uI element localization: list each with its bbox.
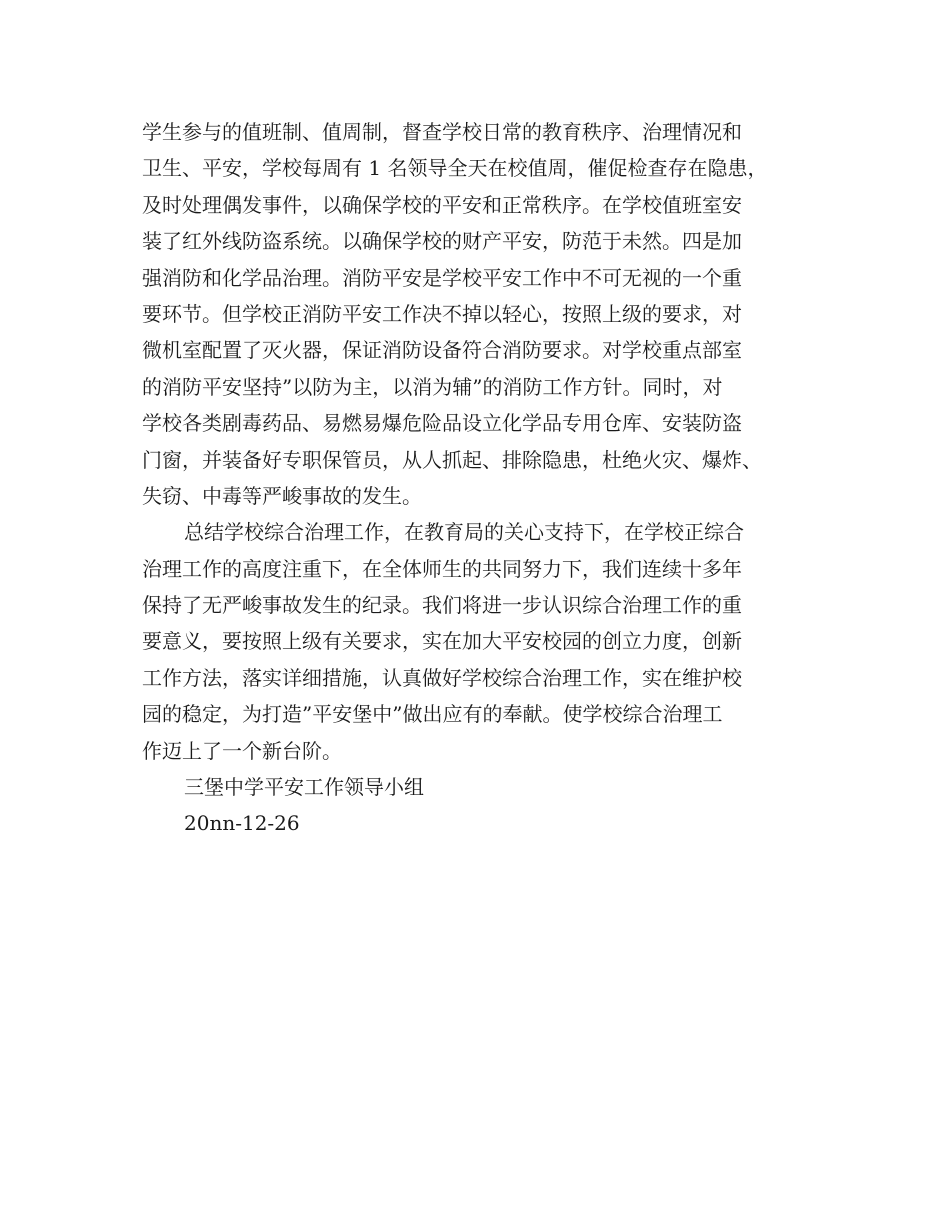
- document-body: [142, 114, 832, 842]
- paragraph-line: 工作方法，落实详细措施，认真做好学校综合治理工作，实在维护校: [142, 665, 742, 690]
- paragraph-line: 要环节。但学校正消防平安工作决不掉以轻心，按照上级的要求，对: [142, 301, 742, 326]
- paragraph-1: [142, 114, 832, 514]
- paragraph-line: 的消防平安坚持”以防为主，以消为辅”的消防工作方针。同时，对: [142, 374, 723, 399]
- paragraph-line: 微机室配置了灭火器，保证消防设备符合消防要求。对学校重点部室: [142, 338, 742, 363]
- paragraph-line: 要意义，要按照上级有关要求，实在加大平安校园的创立力度，创新: [142, 629, 742, 654]
- paragraph-line: 及时处理偶发事件，以确保学校的平安和正常秩序。在学校值班室安: [142, 192, 742, 217]
- paragraph-line: 保持了无严峻事故发生的纪录。我们将进一步认识综合治理工作的重: [142, 593, 742, 618]
- paragraph-line: 门窗，并装备好专职保管员，从人抓起、排除隐患，杜绝火灾、爆炸、: [142, 447, 762, 472]
- paragraph-2: [142, 514, 832, 769]
- paragraph-line: 作迈上了一个新台阶。: [142, 738, 342, 763]
- signature: 三堡中学平安工作领导小组: [184, 775, 424, 800]
- paragraph-line: 园的稳定，为打造”平安堡中”做出应有的奉献。使学校综合治理工: [142, 702, 723, 727]
- paragraph-line: 强消防和化学品治理。消防平安是学校平安工作中不可无视的一个重: [142, 265, 742, 290]
- paragraph-line: 失窃、中毒等严峻事故的发生。: [142, 483, 422, 508]
- paragraph-line: 卫生、平安，学校每周有 1 名领导全天在校值周，催促检查存在隐患，: [142, 156, 768, 181]
- date: 20nn-12-26: [184, 811, 300, 836]
- paragraph-line: 装了红外线防盗系统。以确保学校的财产平安，防范于未然。四是加: [142, 229, 742, 254]
- paragraph-line: 治理工作的高度注重下，在全体师生的共同努力下，我们连续十多年: [142, 556, 742, 581]
- paragraph-line: 学校各类剧毒药品、易燃易爆危险品设立化学品专用仓库、安装防盗: [142, 411, 742, 436]
- paragraph-line: 学生参与的值班制、值周制，督查学校日常的教育秩序、治理情况和: [142, 120, 742, 144]
- paragraph-line: 总结学校综合治理工作，在教育局的关心支持下，在学校正综合: [184, 520, 744, 545]
